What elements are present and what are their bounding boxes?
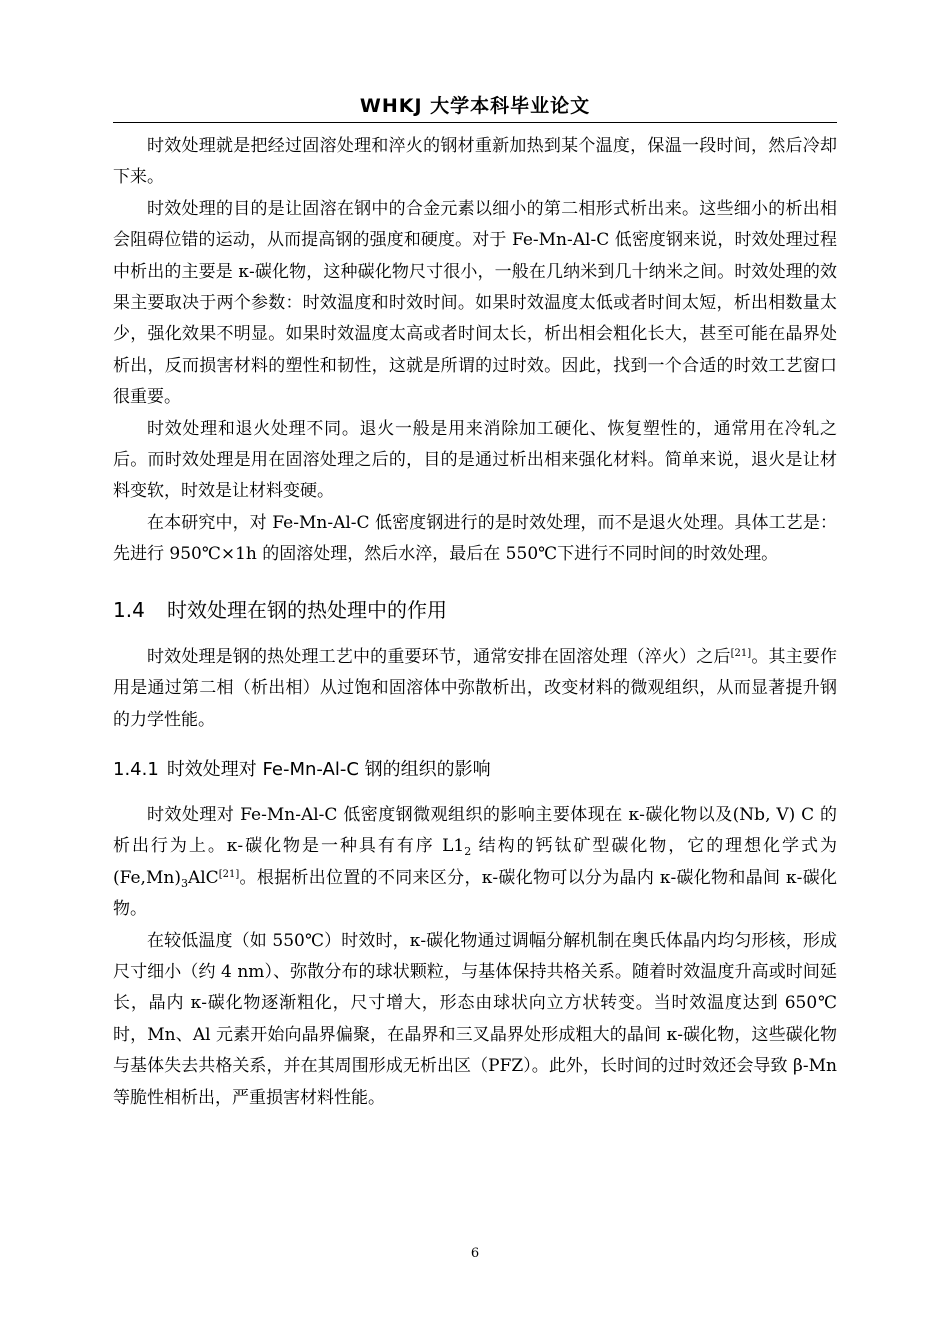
text-run: 。其主要作用是通过第二相（析出相）从过饱和固溶体中弥散析出，改变材料的微观组织，从而显著提升钢的力学性能。 [113, 646, 838, 730]
text-run: 时效处理是钢的热处理工艺中的重要环节，通常安排在固溶处理（淬火）之后 [147, 646, 731, 667]
text-run: AlC [187, 867, 219, 888]
subsection-title: 时效处理对 Fe-Mn-Al-C 钢的组织的影响 [166, 758, 491, 780]
citation: [21] [730, 647, 752, 659]
paragraph-role [113, 642, 837, 736]
subscript: 2 [464, 845, 472, 859]
paragraph-process: 在本研究中，对 Fe-Mn-Al-C 低密度钢进行的是时效处理，而不是退火处理。具体工艺是：先进行 950℃×1h 的固溶处理，然后水淬，最后在 550℃下进行不同时间的时效处理。 [113, 512, 837, 565]
body-text [113, 131, 837, 1114]
paragraph-definition: 时效处理就是把经过固溶处理和淬火的钢材重新加热到某个温度，保温一段时间，然后冷却下来。 [113, 136, 837, 188]
paragraph-microstructure [113, 800, 837, 926]
section-title: 时效处理在钢的热处理中的作用 [167, 597, 447, 622]
running-header: WHKJ 大学本科毕业论文 [359, 95, 591, 117]
subscript: 3 [180, 876, 188, 890]
header-rule [113, 122, 837, 123]
text-run: 。根据析出位置的不同来区分，κ-碳化物可以分为晶内 κ-碳化物和晶间 κ-碳化物。 [113, 867, 837, 920]
paragraph-temperature-effect: 在较低温度（如 550℃）时效时，κ-碳化物通过调幅分解机制在奥氏体晶内均匀形核，形成尺寸细小（约 4 nm）、弥散分布的球状颗粒，与基体保持共格关系。随着时效温度升高或时间延长，晶内 κ-碳化物逐渐粗化，尺寸增大，形态由球状向立方状转变。当时效温度达到 650℃时，Mn、Al 元素开始向晶界偏聚，在晶界和三叉晶界处形成粗大的晶间 κ-碳化物，这些碳化物与基体失去共格关系，并在其周围形成无析出区（PFZ）。此外，长时间的过时效还会导致 β-Mn 等脆性相析出，严重损害材料性能。 [113, 930, 837, 1108]
paragraph-purpose: 时效处理的目的是让固溶在钢中的合金元素以细小的第二相形式析出来。这些细小的析出相会阻碍位错的运动，从而提高钢的强度和硬度。对于 Fe-Mn-Al-C 低密度钢来说，时效处理过程中析出的主要是 κ-碳化物，这种碳化物尺寸很小，一般在几纳米到几十纳米之间。时效处理的效果主要取决于两个参数：时效温度和时效时间。如果时效温度太低或者时间太短，析出相数量太少，强化效果不明显。如果时效温度太高或者时间太长，析出相会粗化长大，甚至可能在晶界处析出，反而损害材料的塑性和韧性，这就是所谓的过时效。因此，找到一个合适的时效工艺窗口很重要。 [113, 198, 837, 408]
section-heading-1-4-1 [113, 756, 837, 784]
section-heading-1-4 [113, 595, 837, 625]
paragraph-vs-annealing: 时效处理和退火处理不同。退火一般是用来消除加工硬化、恢复塑性的，通常用在冷轧之后。而时效处理是用在固溶处理之后的，目的是通过析出相来强化材料。简单来说，退火是让材料变软，时效是让材料变硬。 [113, 418, 837, 502]
section-number: 1.4 [113, 597, 145, 622]
text-run: 时效处理对 Fe-Mn-Al-C 低密度钢微观组织的影响主要体现在 κ-碳化物以及(Nb, V) C 的析出行为上。κ-碳化物是一种具有有序 L1 [113, 804, 837, 857]
text-run: 结构的钙钛矿型碳化物，它的理想化学式为(Fe,Mn) [113, 836, 837, 888]
subsection-number: 1.4.1 [113, 758, 159, 780]
page-number: 6 [470, 1246, 480, 1261]
citation: [21] [218, 868, 240, 880]
